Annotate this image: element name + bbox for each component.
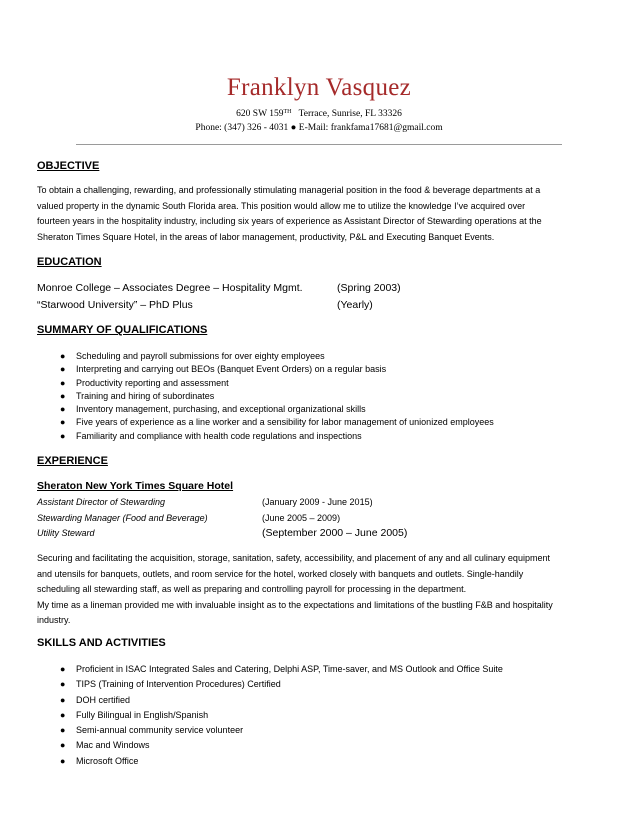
bullet-icon: ●	[60, 417, 66, 428]
list-item: ● Familiarity and compliance with health code regulations and inspections	[60, 430, 494, 443]
list-item: ● DOH certified	[60, 693, 503, 708]
roles-list	[37, 495, 597, 542]
objective-heading: OBJECTIVE	[37, 160, 100, 172]
objective-line: To obtain a challenging, rewarding, and professionally stimulating managerial position in the food & beverage departments at a	[37, 185, 541, 195]
list-item: ● Microsoft Office	[60, 754, 503, 769]
role-date: (June 2005 – 2009)	[262, 512, 341, 523]
education-heading: EDUCATION	[37, 256, 102, 268]
role-row	[37, 511, 597, 527]
list-item: ● Fully Bilingual in English/Spanish	[60, 708, 503, 723]
list-item: ● Scheduling and payroll submissions for over eighty employees	[60, 350, 494, 363]
list-item: ● Inventory management, purchasing, and exceptional organizational skills	[60, 403, 494, 416]
objective-line: valued property in the dynamic South Florida area. This position would allow me to utilize the knowledge I’ve acquired over	[37, 200, 526, 211]
role-title: Stewarding Manager (Food and Beverage)	[37, 512, 208, 523]
summary-heading: SUMMARY OF QUALIFICATIONS	[37, 324, 208, 336]
role-row	[37, 495, 597, 511]
education-label: Monroe College – Associates Degree – Hospitality Mgmt.	[37, 282, 303, 294]
list-item: ● Five years of experience as a line worker and a sensibility for labor management of unionized employees	[60, 416, 494, 429]
bullet-icon: ●	[60, 364, 66, 375]
candidate-name: Franklyn Vasquez	[226, 74, 412, 101]
header-divider	[76, 144, 562, 145]
experience-line: My time as a lineman provided me with invaluable insight as to the expectations and limitations of the bustling F&B and hospitality	[37, 599, 553, 610]
role-row	[37, 526, 597, 542]
role-date: (September 2000 – June 2005)	[262, 527, 408, 539]
experience-line: industry.	[37, 615, 71, 625]
bullet-icon: ●	[60, 709, 66, 720]
role-title: Assistant Director of Stewarding	[37, 497, 166, 507]
education-date: (Spring 2003)	[337, 282, 401, 294]
summary-list	[60, 350, 494, 443]
education-item	[37, 297, 597, 314]
list-item: ● TIPS (Training of Intervention Procedures) Certified	[60, 677, 503, 692]
education-item	[37, 280, 597, 297]
bullet-icon: ●	[60, 390, 66, 401]
objective-line: Sheraton Times Square Hotel, in the areas of labor management, productivity, P&L and Executing Banquet Events.	[37, 231, 495, 242]
list-item: ● Proficient in ISAC Integrated Sales and Catering, Delphi ASP, Time-saver, and MS Outlook and Office Suite	[60, 662, 503, 677]
skills-heading: SKILLS AND ACTIVITIES	[37, 637, 166, 649]
bullet-icon: ●	[60, 755, 66, 766]
education-list	[37, 280, 597, 314]
employer-name: Sheraton New York Times Square Hotel	[37, 480, 234, 492]
skills-list	[60, 662, 503, 769]
contact-line: Phone: (347) 326 - 4031 ● E-Mail: frankfama17681@gmail.com	[195, 123, 443, 133]
objective-line: fourteen years in the hospitality industry, including six years of experience as Assistant Director of Stewarding operations at the	[37, 216, 542, 226]
list-item: ● Semi-annual community service volunteer	[60, 723, 503, 738]
list-item: ● Productivity reporting and assessment	[60, 377, 494, 390]
bullet-icon: ●	[60, 351, 66, 361]
bullet-icon: ●	[60, 430, 66, 441]
role-title: Utility Steward	[37, 528, 95, 538]
objective-text	[37, 183, 597, 245]
list-item: ● Interpreting and carrying out BEOs (Banquet Event Orders) on a regular basis	[60, 363, 494, 376]
experience-line: scheduling all stewarding staff, as well as preparing and controlling payroll for processing in the department.	[37, 584, 467, 594]
address-number: 620 SW 159	[236, 109, 284, 119]
experience-description	[37, 551, 597, 629]
bullet-icon: ●	[60, 725, 66, 736]
address-suffix: TH	[283, 109, 292, 115]
address-rest: Terrace, Sunrise, FL 33326	[298, 109, 402, 119]
address-line	[0, 109, 638, 119]
list-item: ● Training and hiring of subordinates	[60, 390, 494, 403]
bullet-icon: ●	[60, 740, 66, 751]
role-date: (January 2009 - June 2015)	[262, 497, 373, 507]
bullet-icon: ●	[60, 664, 66, 674]
experience-line: and utensils for banquets, outlets, and room service for the hotel, worked closely with banquets and outlets. Single-handily	[37, 568, 524, 579]
bullet-icon: ●	[60, 377, 66, 388]
experience-line: Securing and facilitating the acquisition, storage, sanitation, safety, accessibility, and placement of any and all culinary equipment	[37, 553, 550, 563]
bullet-icon: ●	[60, 679, 66, 690]
list-item: ● Mac and Windows	[60, 738, 503, 753]
bullet-icon: ●	[60, 404, 66, 415]
experience-heading: EXPERIENCE	[37, 455, 108, 467]
bullet-icon: ●	[60, 694, 66, 705]
education-label: “Starwood University” – PhD Plus	[37, 299, 193, 311]
education-date: (Yearly)	[337, 299, 373, 311]
